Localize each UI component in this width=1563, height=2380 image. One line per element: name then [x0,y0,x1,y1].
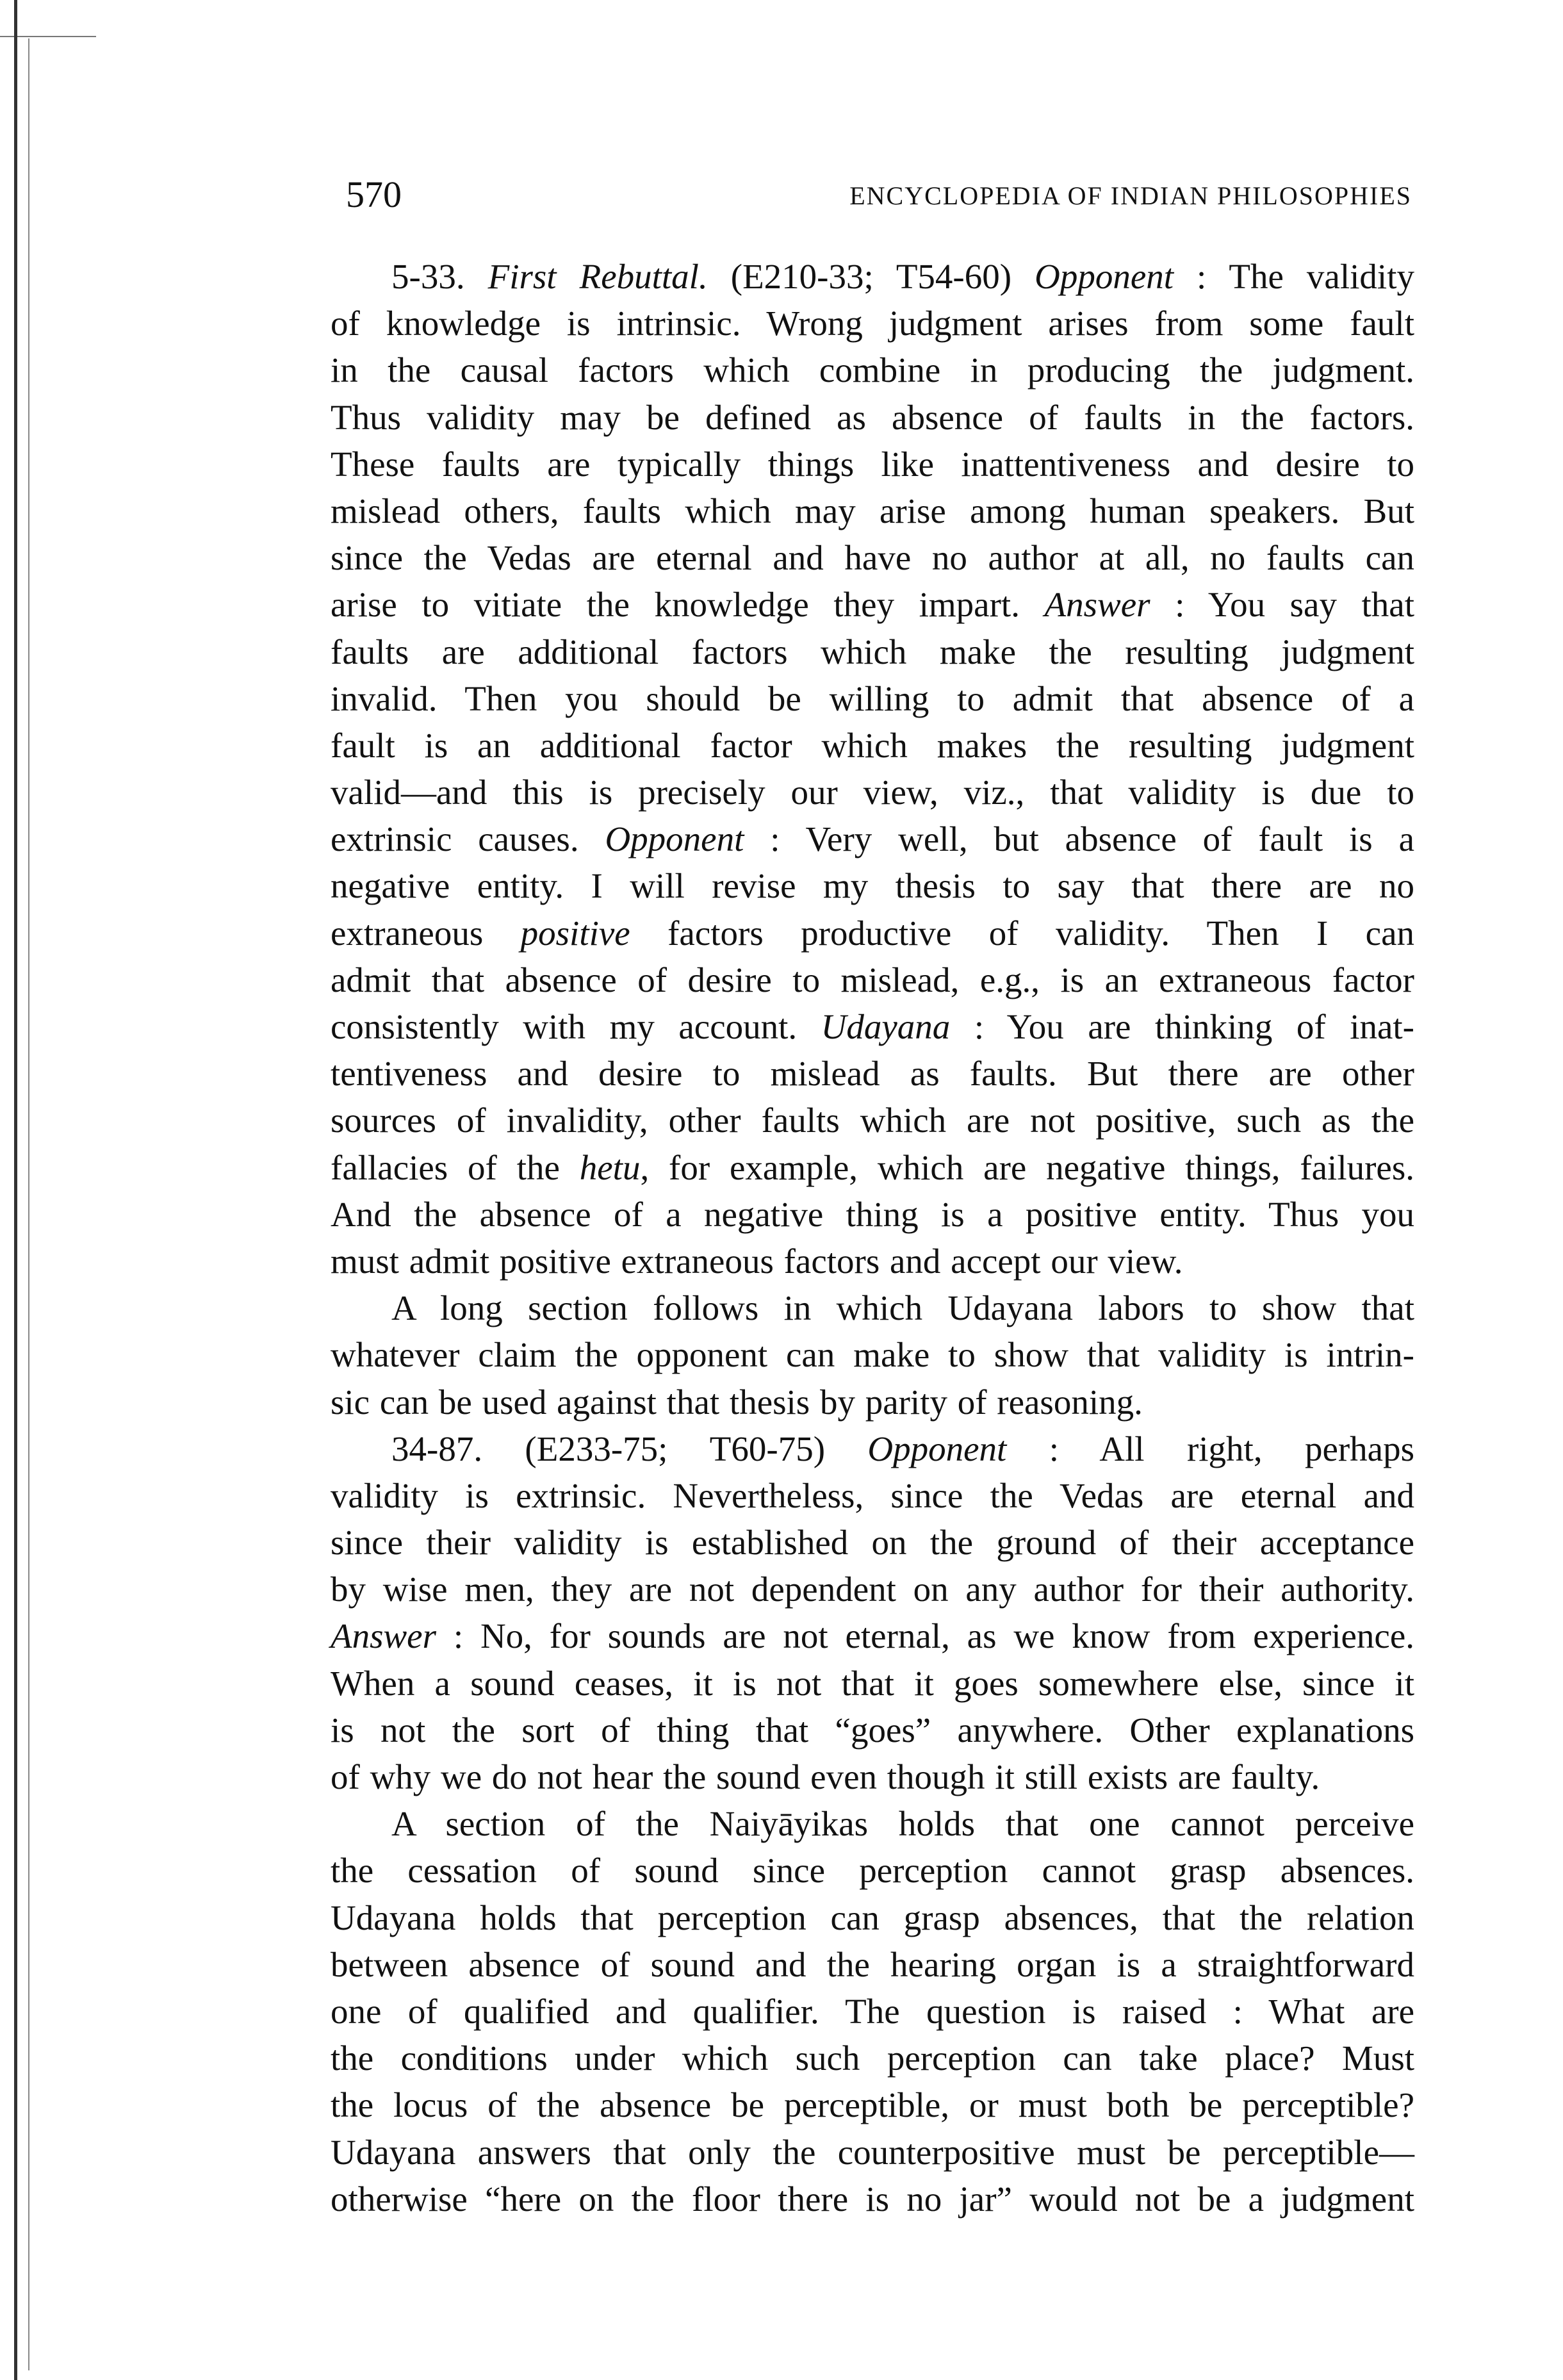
text-segment: consistently with my account. [331,1007,821,1046]
text-line [331,1847,1414,1894]
text-line [331,1425,1414,1472]
text-segment: 5-33. [391,257,488,296]
text-line [331,2176,1414,2222]
text-line [331,862,1414,909]
text-segment: since the Vedas are eternal and have no author at all, no faults can [331,538,1414,578]
text-line [331,1144,1414,1191]
text-segment: fault is an additional factor which makes the resulting judgment [331,725,1414,765]
italic-term: First Rebuttal. [487,257,708,296]
text-line [331,2035,1414,2081]
text-segment: is not the sort of thing that “goes” anywhere. Other explanations [331,1710,1414,1750]
text-segment: otherwise “here on the floor there is no jar” would not be a judgment [331,2179,1414,2219]
text-segment: one of qualified and qualifier. The question is raised : What are [331,1991,1414,2031]
text-segment: faults are additional factors which make the resulting judgment [331,632,1414,671]
text-line [331,300,1414,347]
text-line [331,1191,1414,1238]
text-segment: between absence of sound and the hearing organ is a straightforward [331,1944,1414,1984]
italic-term: Answer [331,1616,436,1656]
text-line [331,1003,1414,1050]
italic-term: Opponent [1035,257,1174,296]
text-line [331,1988,1414,2035]
text-line [331,1613,1414,1659]
binding-edge [14,0,17,2380]
text-line [331,1800,1414,1847]
italic-term: hetu [579,1147,641,1187]
text-line [331,441,1414,488]
text-segment: sic can be used against that thesis by parity of reasoning. [331,1382,1143,1422]
text-line [331,628,1414,675]
text-segment: since their validity is established on the ground of their acceptance [331,1523,1414,1563]
text-segment: arise to vitiate the knowledge they impart. [331,585,1045,625]
text-segment: These faults are typically things like inattentiveness and desire to [331,444,1414,484]
text-segment: : You say that [1150,585,1415,625]
text-line [331,1707,1414,1753]
text-line [331,394,1414,441]
text-segment: fallacies of the [331,1147,580,1187]
text-segment: 34-87. (E233-75; T60-75) [391,1429,868,1468]
text-line [331,1284,1414,1331]
italic-term: Answer [1044,585,1150,625]
text-segment: : No, for sounds are not eternal, as we know from experience. [436,1616,1414,1656]
text-segment: extraneous [331,913,521,953]
text-segment: Udayana holds that perception can grasp absences, that the relation [331,1898,1414,1937]
italic-term: Opponent [605,819,744,859]
text-line [331,675,1414,722]
page-number: 570 [346,174,402,215]
body-text [331,253,1414,2222]
italic-term: positive [520,913,630,953]
text-line [331,1894,1414,1941]
text-line [331,2081,1414,2128]
text-segment: validity is extrinsic. Nevertheless, since the Vedas are eternal and [331,1475,1414,1515]
text-segment: sources of invalidity, other faults which are not positive, such as the [331,1101,1414,1140]
text-line [331,1941,1414,1988]
text-line [331,253,1414,300]
text-segment: whatever claim the opponent can make to show that validity is intrin- [331,1335,1414,1375]
text-segment: (E210-33; T54-60) [707,257,1035,296]
text-segment: admit that absence of desire to mislead, e.g., is an extraneous factor [331,960,1414,999]
text-line [331,910,1414,956]
text-line [331,488,1414,534]
text-line [331,816,1414,862]
text-segment: tentiveness and desire to mislead as faults. But there are other [331,1054,1414,1094]
binding-edge-inner [28,38,29,2370]
text-segment: negative entity. I will revise my thesis to say that there are no [331,866,1414,906]
text-segment: : Very well, but absence of fault is a [744,819,1414,859]
text-segment: A section of the Naiyāyikas holds that one cannot perceive [391,1804,1414,1844]
text-segment: And the absence of a negative thing is a positive entity. Thus you [331,1194,1414,1234]
text-segment: factors productive of validity. Then I can [630,913,1414,953]
text-line [331,534,1414,581]
text-segment: extrinsic causes. [331,819,605,859]
text-segment: in the causal factors which combine in producing the judgment. [331,350,1414,390]
text-segment: : All right, perhaps [1006,1429,1414,1468]
text-segment: of knowledge is intrinsic. Wrong judgment arises from some fault [331,304,1414,343]
text-segment: Udayana answers that only the counterpositive must be perceptible— [331,2132,1414,2172]
italic-term: Udayana [821,1007,951,1046]
text-segment: of why we do not hear the sound even though it still exists are faulty. [331,1757,1320,1796]
text-line [331,1331,1414,1378]
text-segment: : You are thinking of inat- [950,1007,1414,1046]
text-line [331,347,1414,393]
running-head: ENCYCLOPEDIA OF INDIAN PHILOSOPHIES [849,181,1412,210]
text-line [331,1097,1414,1144]
text-line [331,1660,1414,1707]
text-line [331,1238,1414,1284]
text-line [331,956,1414,1003]
text-segment: the cessation of sound since perception cannot grasp absences. [331,1851,1414,1891]
text-segment: , for example, which are negative things, failures. [640,1147,1414,1187]
text-segment: A long section follows in which Udayana labors to show that [391,1288,1414,1328]
text-line [331,581,1414,628]
text-line [331,1379,1414,1425]
text-segment: the conditions under which such perception can take place? Must [331,2039,1414,2078]
text-line [331,1753,1414,1800]
text-line [331,769,1414,816]
text-line [331,1050,1414,1097]
text-segment: the locus of the absence be perceptible, or must both be perceptible? [331,2085,1414,2125]
italic-term: Opponent [867,1429,1007,1468]
text-segment: valid—and this is precisely our view, viz., that validity is due to [331,773,1414,812]
text-segment: invalid. Then you should be willing to admit that absence of a [331,678,1414,718]
text-line [331,722,1414,769]
text-segment: mislead others, faults which may arise among human speakers. But [331,491,1414,530]
text-line [331,1566,1414,1613]
text-segment: by wise men, they are not dependent on any author for their authority. [331,1570,1414,1609]
text-line [331,2129,1414,2176]
text-segment: Thus validity may be defined as absence of faults in the factors. [331,397,1414,437]
text-segment: must admit positive extraneous factors and accept our view. [331,1241,1183,1281]
text-segment: When a sound ceases, it is not that it goes somewhere else, since it [331,1663,1414,1703]
text-segment: : The validity [1174,257,1414,296]
text-line [331,1472,1414,1519]
text-line [331,1519,1414,1566]
